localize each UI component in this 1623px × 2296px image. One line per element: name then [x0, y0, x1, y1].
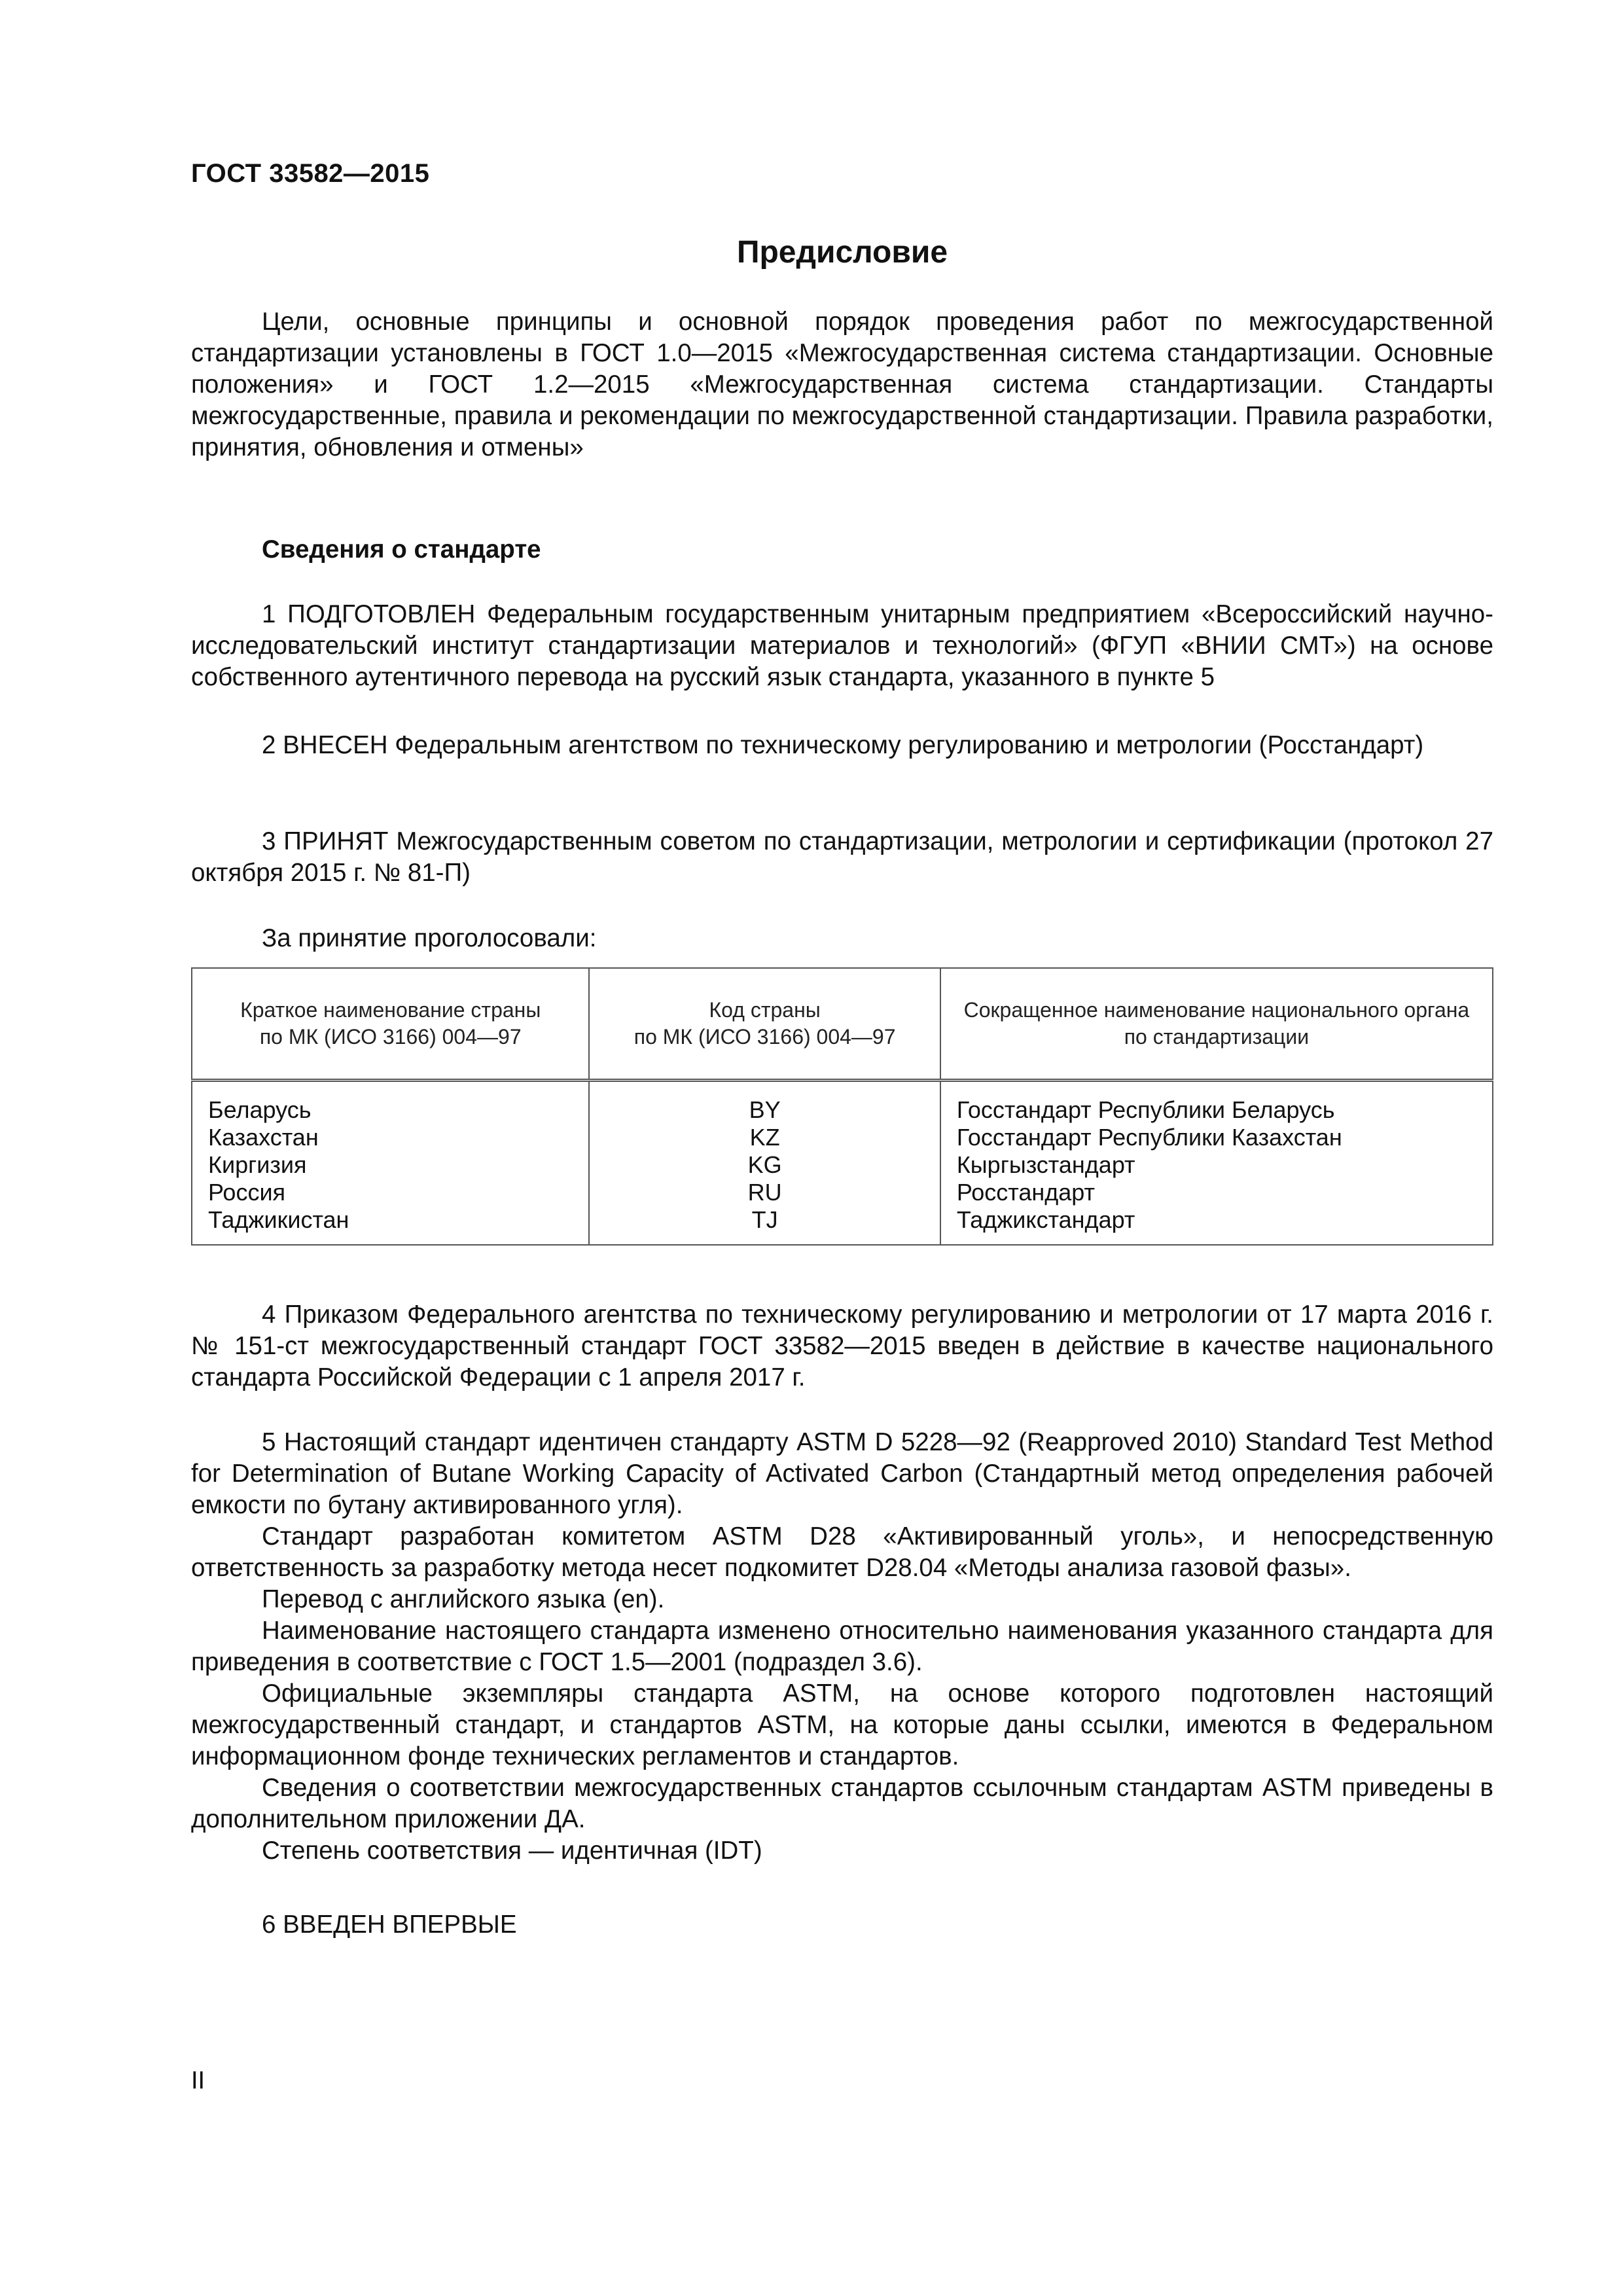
- item-5-degree-text: Степень соответствия — идентичная (IDT): [262, 1837, 762, 1865]
- country-name: Киргизия: [208, 1151, 307, 1178]
- national-body: Таджикстандарт: [956, 1206, 1135, 1233]
- item-5-degree: [191, 1835, 1493, 1867]
- item-6-text: 6 ВВЕДЕН ВПЕРВЫЕ: [262, 1910, 517, 1939]
- votes-label: За принятие проголосовали:: [262, 924, 597, 952]
- item-5-official-copies-text: Официальные экземпляры стандарта ASTM, на основе которого подготовлен настоящий межгосударственный стандарт, и стандартов ASTM, на которые даны ссылки, имеются в Федеральном информационном фонде технических регламентов и стандартов.: [191, 1679, 1493, 1770]
- table-row: [192, 1081, 1493, 1246]
- item-5-translation-text: Перевод с английского языка (en).: [262, 1585, 665, 1613]
- document-code: ГОСТ 33582—2015: [191, 159, 430, 188]
- item-3-text: 3 ПРИНЯТ Межгосударственным советом по стандартизации, метрологии и сертификации (протокол 27 октября 2015 г. № 81-П): [191, 827, 1493, 887]
- country-name: Таджикистан: [208, 1206, 349, 1233]
- national-body: Госстандарт Республики Казахстан: [956, 1124, 1342, 1151]
- country-code: KG: [747, 1151, 782, 1178]
- item-5-text: 5 Настоящий стандарт идентичен стандарту ASTM D 5228—92 (Reapproved 2010) Standard Test Method for Determination of Butane Working Capacity of Activated Carbon (Стандартный метод определения рабочей емкости по бутану активированного угля).: [191, 1428, 1493, 1519]
- item-2: [191, 730, 1493, 761]
- item-2-text: 2 ВНЕСЕН Федеральным агентством по техническому регулированию и метрологии (Росстандарт): [262, 731, 1424, 759]
- item-5-committee-text: Стандарт разработан комитетом ASTM D28 «Активированный уголь», и непосредственную ответственность за разработку метода несет подкомитет D28.04 «Методы анализа газовой фазы».: [191, 1522, 1493, 1582]
- item-5-name-change-text: Наименование настоящего стандарта изменено относительно наименования указанного стандарта для приведения в соответствие с ГОСТ 1.5—2001 (подраздел 3.6).: [191, 1617, 1493, 1676]
- item-1-text: 1 ПОДГОТОВЛЕН Федеральным государственным унитарным предприятием «Всероссийский научно-исследовательский институт стандартизации материалов и технологий» (ФГУП «ВНИИ СМТ») на основе собственного аутентичного перевода на русский язык стандарта, указанного в пункте 5: [191, 600, 1493, 691]
- item-4-text: 4 Приказом Федерального агентства по техническому регулированию и метрологии от 17 марта 2016 г. № 151-ст межгосударственный стандарт ГОСТ 33582—2015 введен в действие в качестве национального стандарта Российской Федерации с 1 апреля 2017 г.: [191, 1300, 1493, 1391]
- item-5-correspondence: [191, 1772, 1493, 1835]
- national-body: Госстандарт Республики Беларусь: [956, 1096, 1335, 1123]
- header-country-name: Краткое наименование страны по МК (ИСО 3166) 004—97: [192, 968, 589, 1081]
- item-5-committee: [191, 1521, 1493, 1584]
- table-header-row: [192, 968, 1493, 1081]
- item-4: [191, 1299, 1493, 1393]
- country-name: Россия: [208, 1179, 286, 1206]
- national-body: Кыргызстандарт: [956, 1151, 1135, 1178]
- item-5-official-copies: [191, 1678, 1493, 1772]
- intro-paragraph: [191, 306, 1493, 463]
- national-bodies-cell: [940, 1081, 1493, 1246]
- country-code: BY: [749, 1096, 781, 1123]
- country-code: TJ: [751, 1206, 778, 1233]
- item-5-name-change: [191, 1615, 1493, 1678]
- country-codes-cell: [589, 1081, 940, 1246]
- country-name: Казахстан: [208, 1124, 319, 1151]
- item-1: [191, 599, 1493, 693]
- country-name: Беларусь: [208, 1096, 312, 1123]
- country-code: RU: [747, 1179, 782, 1206]
- intro-text: Цели, основные принципы и основной порядок проведения работ по межгосударственной стандартизации установлены в ГОСТ 1.0—2015 «Межгосударственная система стандартизации. Основные положения» и ГОСТ 1.2—2015 «Межгосударственная система стандартизации. Стандарты межгосударственные, правила и рекомендации по межгосударственной стандартизации. Правила разработки, принятия, обновления и отмены»: [191, 308, 1493, 461]
- item-6: [191, 1909, 1493, 1941]
- country-code: KZ: [749, 1124, 780, 1151]
- section-heading: Сведения о стандарте: [262, 535, 541, 564]
- national-body: Росстандарт: [956, 1179, 1096, 1206]
- votes-table: [191, 967, 1493, 1246]
- item-3: [191, 826, 1493, 889]
- item-5-correspondence-text: Сведения о соответствии межгосударственных стандартов ссылочным стандартам ASTM приведены в дополнительном приложении ДА.: [191, 1774, 1493, 1833]
- item-5-translation: [191, 1584, 1493, 1615]
- country-names-cell: [192, 1081, 589, 1246]
- item-5: [191, 1427, 1493, 1521]
- page-number: II: [191, 2067, 205, 2094]
- header-national-body: Сокращенное наименование национального органа по стандартизации: [940, 968, 1493, 1081]
- header-country-code: Код страны по МК (ИСО 3166) 004—97: [589, 968, 940, 1081]
- page-title: Предисловие: [736, 235, 948, 270]
